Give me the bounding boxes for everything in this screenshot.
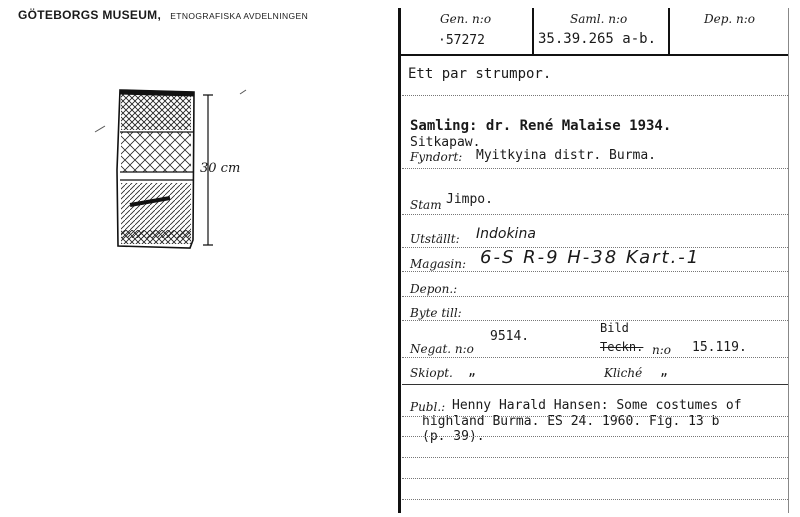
gen-no-value: ·57272 <box>438 33 485 48</box>
byte-label: Byte till: <box>410 306 462 320</box>
publ-line-1: Henny Harald Hansen: Some costumes of <box>452 398 742 413</box>
sketch-size-label: 30 cm <box>200 161 241 176</box>
rule <box>402 320 788 321</box>
rule <box>402 214 788 215</box>
negat-label: Negat. n:o <box>410 342 474 356</box>
saml-no-value: 35.39.265 a-b. <box>538 31 657 47</box>
museum-name: GÖTEBORGS MUSEUM, <box>18 8 162 22</box>
magasin-label: Magasin: <box>410 257 467 271</box>
bild-label: Bild <box>600 321 629 335</box>
rule <box>402 436 788 437</box>
rule <box>402 457 788 458</box>
bild-no-label: n:o <box>652 343 671 357</box>
saml-no-label: Saml. n:o <box>570 12 628 26</box>
fyndort-value: Myitkyina distr. Burma. <box>476 148 657 163</box>
rule <box>402 499 788 500</box>
card-right-border <box>788 8 789 513</box>
cliche-label: Kliché <box>604 366 643 380</box>
negat-value: 9514. <box>490 329 530 344</box>
teckn-label: Teckn. <box>600 340 644 354</box>
bild-value: 15.119. <box>692 340 747 355</box>
stocking-sketch <box>90 80 270 270</box>
header-rule <box>400 54 788 56</box>
header-divider-1 <box>532 8 534 54</box>
rule <box>402 384 788 385</box>
utstallt-value: Indokina <box>476 226 536 242</box>
rule <box>402 416 788 417</box>
object-description: Ett par strumpor. <box>408 66 552 82</box>
department-name: ETNOGRAFISKA AVDELNINGEN <box>170 11 309 21</box>
depon-label: Depon.: <box>410 282 458 296</box>
publ-label: Publ.: <box>410 400 446 414</box>
rule <box>402 296 788 297</box>
gen-no-label: Gen. n:o <box>440 12 492 26</box>
stam-value: Jimpo. <box>446 192 493 207</box>
stam-label: Stam <box>410 198 442 212</box>
card-left-border <box>398 8 401 513</box>
rule <box>402 95 788 96</box>
header-divider-2 <box>668 8 670 54</box>
fyndort-label: Fyndort: <box>410 150 463 164</box>
cliche-value: „ <box>660 364 668 379</box>
rule <box>402 357 788 358</box>
publ-line-3: (p. 39). <box>422 429 485 444</box>
place-line: Sitkapaw. <box>410 135 481 150</box>
collection: Samling: dr. René Malaise 1934. <box>410 118 672 134</box>
rule <box>402 168 788 169</box>
magasin-value: 6-S R-9 H-38 Kart.-1 <box>480 247 701 268</box>
skiopt-label: Skiopt. <box>410 366 453 380</box>
publ-line-2: highland Burma. ES 24. 1960. Fig. 13 b <box>422 414 720 429</box>
skiopt-value: „ <box>468 364 476 379</box>
museum-header <box>18 4 308 23</box>
dep-no-label: Dep. n:o <box>704 12 756 26</box>
rule <box>402 478 788 479</box>
utstallt-label: Utställt: <box>410 232 460 246</box>
rule <box>402 271 788 272</box>
